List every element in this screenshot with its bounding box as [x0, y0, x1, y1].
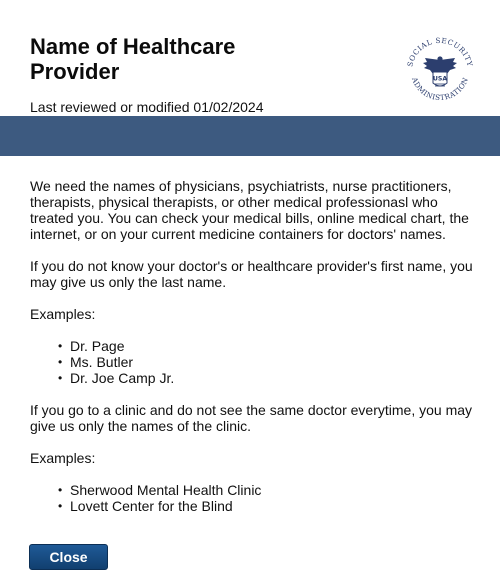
- ssa-seal-icon: [403, 34, 477, 108]
- clinic-examples-list: [58, 482, 475, 514]
- last-name-paragraph: If you do not know your doctor's or healthcare provider's first name, you may give us only the last name.: [30, 258, 473, 290]
- list-item: • Dr. Page: [58, 338, 475, 354]
- list-item: • Dr. Joe Camp Jr.: [58, 370, 475, 386]
- close-button[interactable]: Close: [29, 544, 108, 570]
- doctor-examples-list: [58, 338, 475, 386]
- examples-label-doctors: Examples:: [30, 306, 96, 322]
- list-item: • Sherwood Mental Health Clinic: [58, 482, 475, 498]
- intro-paragraph: We need the names of physicians, psychiatrists, nurse practitioners, therapists, physical therapists, or other medical professionasl who treated you. You can check your medical bills, online medical chart, the internet, or on your current medicine containers for doctors' names.: [30, 178, 469, 242]
- page-title-line-2: Provider: [30, 59, 120, 84]
- seal-text-bottom: ADMINISTRATION: [409, 76, 471, 103]
- seal-center-text: USA: [432, 75, 448, 83]
- page-header: [30, 34, 360, 116]
- examples-label-clinics: Examples:: [30, 450, 96, 466]
- help-content: [30, 178, 475, 530]
- list-item: • Lovett Center for the Blind: [58, 498, 475, 514]
- page-title-line-1: Name of Healthcare: [30, 34, 236, 59]
- header-divider-band: [0, 116, 500, 156]
- list-item: • Ms. Butler: [58, 354, 475, 370]
- last-reviewed-text: Last reviewed or modified 01/02/2024: [30, 99, 264, 115]
- seal-text-top: SOCIAL SECURITY: [405, 35, 475, 68]
- page-title: [30, 34, 360, 84]
- clinic-paragraph: If you go to a clinic and do not see the same doctor everytime, you may give us only the names of the clinic.: [30, 402, 473, 434]
